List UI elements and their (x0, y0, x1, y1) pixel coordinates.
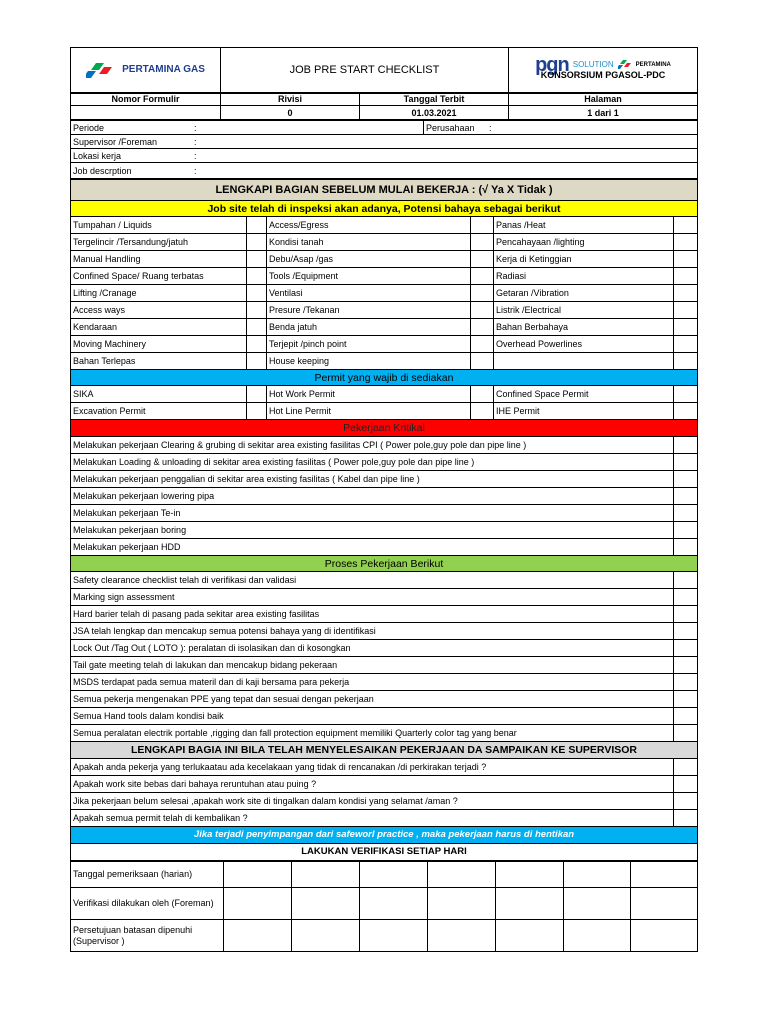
completion-row-check-box[interactable] (674, 810, 698, 827)
process-row-check-box[interactable] (674, 708, 698, 725)
process-row-label: Semua peralatan electrik portable ,rigging dan fall protection equipment memiliki Quarterly color tag yang benar (71, 725, 674, 742)
hazard-label: Kendaraan (71, 319, 247, 336)
hazard-row (71, 336, 698, 353)
process-row (71, 640, 698, 657)
pgn-solution-text: SOLUTION (572, 60, 614, 69)
hazard-row (71, 217, 698, 234)
periode-label (71, 121, 199, 135)
hazard-label: Access/Egress (267, 217, 471, 234)
perusahaan-label-text: Perusahaan (426, 122, 475, 133)
critical-row-label: Melakukan pekerjaan penggalian di sekitar area existing fasilitas ( Kabel dan pipe line ) (71, 471, 674, 488)
meta-header-nomor: Nomor Formulir (71, 94, 221, 106)
warning-band: Jika terjadi penyimpangan dari safeworl practice , maka pekerjaan harus di hentikan (71, 827, 698, 844)
lokasi-colon: : (193, 150, 197, 161)
hazard-label: House keeping (267, 353, 471, 370)
hazard-check-box[interactable] (471, 285, 494, 302)
process-row (71, 674, 698, 691)
meta-value-revisi: 0 (221, 106, 360, 120)
hazard-check-box[interactable] (247, 285, 267, 302)
completion-row-label: Apakah semua permit telah di kembalikan ? (71, 810, 674, 827)
hazard-label: Radiasi (494, 268, 674, 285)
process-row-label: Hard barier telah di pasang pada sekitar area existing fasilitas (71, 606, 674, 623)
completion-section-title: LENGKAPI BAGIA INI BILA TELAH MENYELESAIKAN PEKERJAAN DA SAMPAIKAN KE SUPERVISOR (71, 742, 698, 759)
verification-day-cell[interactable] (292, 862, 360, 888)
critical-row-check-box[interactable] (674, 488, 698, 505)
process-row-label: JSA telah lengkap dan mencakup semua potensi bahaya yang di identifikasi (71, 623, 674, 640)
hazard-check-box[interactable] (674, 336, 698, 353)
verification-day-cell[interactable] (224, 920, 292, 952)
verification-day-cell[interactable] (631, 920, 698, 952)
verification-day-cell[interactable] (292, 888, 360, 920)
permit-row (71, 386, 698, 403)
permit-label: Excavation Permit (71, 403, 247, 420)
hazard-label: Debu/Asap /gas (267, 251, 471, 268)
job-colon: : (193, 165, 197, 176)
permit-label: IHE Permit (494, 403, 674, 420)
hazard-check-box[interactable] (247, 319, 267, 336)
completion-row-check-box[interactable] (674, 776, 698, 793)
verification-day-cell[interactable] (564, 920, 631, 952)
completion-row-label: Jika pekerjaan belum selesai ,apakah work site di tingalkan dalam kondisi yang selamat /aman ? (71, 793, 674, 810)
instruction-band: LENGKAPI BAGIAN SEBELUM MULAI BEKERJA : (√ Ya X Tidak ) (71, 180, 698, 201)
hazard-check-box[interactable] (674, 285, 698, 302)
permit-check-box[interactable] (471, 403, 494, 420)
hazard-label: Bahan Terlepas (71, 353, 247, 370)
hazard-row (71, 268, 698, 285)
process-row-label: Marking sign assessment (71, 589, 674, 606)
verification-day-cell[interactable] (496, 920, 564, 952)
meta-value-nomor[interactable] (71, 106, 221, 120)
process-row-check-box[interactable] (674, 725, 698, 742)
pertamina-logo-icon (86, 61, 116, 79)
hazard-check-box[interactable] (674, 251, 698, 268)
meta-header-halaman: Halaman (509, 94, 698, 106)
critical-row (71, 454, 698, 471)
meta-value-halaman: 1 dari 1 (509, 106, 698, 120)
supervisor-label (71, 135, 199, 149)
verification-day-cell[interactable] (496, 888, 564, 920)
hazard-check-box[interactable] (471, 234, 494, 251)
hazard-label: Terjepit /pinch point (267, 336, 471, 353)
job-label-text: Job descrption (73, 165, 132, 176)
verification-day-cell[interactable] (631, 888, 698, 920)
process-row-check-box[interactable] (674, 640, 698, 657)
critical-section-title: Pekerjaan Kritikal (71, 420, 698, 437)
job-label (71, 163, 199, 179)
process-row-label: Tail gate meeting telah di lakukan dan mencakup bidang pekeraan (71, 657, 674, 674)
process-row-label: Safety clearance checklist telah di verifikasi dan validasi (71, 572, 674, 589)
critical-row-check-box[interactable] (674, 454, 698, 471)
hazard-check-box[interactable] (247, 336, 267, 353)
hazard-label: Tools /Equipment (267, 268, 471, 285)
verification-day-cell[interactable] (631, 862, 698, 888)
header-table (70, 47, 698, 93)
verification-day-cell[interactable] (360, 862, 428, 888)
hazard-label: Overhead Powerlines (494, 336, 674, 353)
verification-day-cell[interactable] (224, 862, 292, 888)
hazard-row (71, 234, 698, 251)
process-row (71, 708, 698, 725)
process-row-check-box[interactable] (674, 606, 698, 623)
critical-row (71, 505, 698, 522)
hazard-check-box[interactable] (471, 302, 494, 319)
hazard-row (71, 251, 698, 268)
critical-row-check-box[interactable] (674, 437, 698, 454)
hazard-row (71, 302, 698, 319)
hazard-label (494, 353, 674, 370)
process-row (71, 572, 698, 589)
hazard-check-box[interactable] (471, 217, 494, 234)
supervisor-colon: : (193, 136, 197, 147)
periode-field[interactable] (199, 121, 424, 135)
periode-colon: : (193, 122, 197, 133)
periode-label-text: Periode (73, 122, 105, 133)
process-section-title: Proses Pekerjaan Berikut (71, 556, 698, 572)
hazard-check-box[interactable] (247, 217, 267, 234)
permit-check-box[interactable] (674, 403, 698, 420)
hazard-label: Lifting /Cranage (71, 285, 247, 302)
critical-row (71, 471, 698, 488)
hazard-label: Access ways (71, 302, 247, 319)
supervisor-field[interactable] (199, 135, 698, 149)
process-row-label: Semua pekerja mengenakan PPE yang tepat dan sesuai dengan pekerjaan (71, 691, 674, 708)
permit-row (71, 403, 698, 420)
hazard-check-box[interactable] (471, 251, 494, 268)
process-row-check-box[interactable] (674, 691, 698, 708)
completion-row-label: Apakah anda pekerja yang terlukaatau ada kecelakaan yang tidak di rencanakan /di perkirakan terjadi ? (71, 759, 674, 776)
critical-row-label: Melakukan pekerjaan boring (71, 522, 674, 539)
hazard-check-box[interactable] (471, 353, 494, 370)
hazard-check-box[interactable] (674, 353, 698, 370)
hazard-check-box[interactable] (471, 268, 494, 285)
completion-row (71, 759, 698, 776)
hazard-row (71, 319, 698, 336)
verification-label: Tanggal pemeriksaan (harian) (71, 862, 224, 888)
permit-label: SIKA (71, 386, 247, 403)
verification-label: Verifikasi dilakukan oleh (Foreman) (71, 888, 224, 920)
hazard-section-title: Job site telah di inspeksi akan adanya, Potensi bahaya sebagai berikut (71, 201, 698, 217)
hazard-check-box[interactable] (247, 251, 267, 268)
lokasi-label-text: Lokasi kerja (73, 150, 122, 161)
verification-day-cell[interactable] (224, 888, 292, 920)
verification-day-cell[interactable] (428, 862, 496, 888)
critical-row-check-box[interactable] (674, 522, 698, 539)
process-row-label: Lock Out /Tag Out ( LOTO ): peralatan di isolasikan dan di kosongkan (71, 640, 674, 657)
process-row (71, 623, 698, 640)
hazard-check-box[interactable] (674, 268, 698, 285)
hazard-label: Listrik /Electrical (494, 302, 674, 319)
process-row-check-box[interactable] (674, 589, 698, 606)
permit-check-box[interactable] (247, 386, 267, 403)
hazard-label: Presure /Tekanan (267, 302, 471, 319)
lokasi-label (71, 149, 199, 163)
pertamina-small-logo-icon (618, 60, 632, 70)
hazard-check-box[interactable] (674, 234, 698, 251)
process-row-check-box[interactable] (674, 572, 698, 589)
critical-row-label: Melakukan pekerjaan HDD (71, 539, 674, 556)
permit-check-box[interactable] (247, 403, 267, 420)
konsorsium-text: KONSORSIUM PGASOL-PDC (540, 70, 666, 80)
hazard-label: Getaran /Vibration (494, 285, 674, 302)
pgn-logo-text: pgn (535, 54, 569, 76)
permit-label: Hot Line Permit (267, 403, 471, 420)
verification-table (70, 861, 698, 952)
hazard-label: Pencahayaan /lighting (494, 234, 674, 251)
hazard-check-box[interactable] (674, 217, 698, 234)
process-row-check-box[interactable] (674, 657, 698, 674)
critical-row (71, 488, 698, 505)
hazard-label: Kondisi tanah (267, 234, 471, 251)
hazard-row (71, 353, 698, 370)
verification-day-cell[interactable] (428, 920, 496, 952)
verification-day-cell[interactable] (360, 920, 428, 952)
meta-table (70, 93, 698, 120)
completion-row (71, 776, 698, 793)
completion-row-label: Apakah work site bebas dari bahaya reruntuhan atau puing ? (71, 776, 674, 793)
process-row-check-box[interactable] (674, 623, 698, 640)
verification-day-cell[interactable] (564, 888, 631, 920)
process-row-check-box[interactable] (674, 674, 698, 691)
hazard-check-box[interactable] (471, 319, 494, 336)
verification-day-cell[interactable] (360, 888, 428, 920)
hazard-label: Benda jatuh (267, 319, 471, 336)
critical-row (71, 539, 698, 556)
verification-row (71, 888, 698, 920)
completion-row (71, 793, 698, 810)
process-row (71, 725, 698, 742)
hazard-label: Tumpahan / Liquids (71, 217, 247, 234)
verification-day-cell[interactable] (496, 862, 564, 888)
meta-header-revisi: Rivisi (221, 94, 360, 106)
perusahaan-field[interactable] (494, 121, 698, 135)
verification-row (71, 862, 698, 888)
permit-check-box[interactable] (674, 386, 698, 403)
critical-row-label: Melakukan pekerjaan Te-in (71, 505, 674, 522)
hazard-check-box[interactable] (247, 268, 267, 285)
process-row (71, 691, 698, 708)
checklist-sheet (70, 47, 697, 952)
critical-row-label: Melakukan Loading & unloading di sekitar area existing fasilitas ( Power pole,guy pole dan pipe line ) (71, 454, 674, 471)
critical-row-label: Melakukan pekerjaan Clearing & grubing di sekitar area existing fasilitas CPI ( Power pole,guy pole dan pipe line ) (71, 437, 674, 454)
verification-day-cell[interactable] (428, 888, 496, 920)
pgn-logo (509, 48, 698, 93)
process-row (71, 589, 698, 606)
hazard-label: Tergelincir /Tersandung/jatuh (71, 234, 247, 251)
pertamina-gas-logo-text: PERTAMINA GAS (122, 64, 205, 75)
hazard-check-box[interactable] (247, 234, 267, 251)
hazard-check-box[interactable] (247, 353, 267, 370)
pertamina-gas-logo (71, 48, 221, 93)
critical-row-check-box[interactable] (674, 539, 698, 556)
verification-day-cell[interactable] (292, 920, 360, 952)
perusahaan-colon: : (488, 122, 492, 133)
process-row (71, 657, 698, 674)
permit-check-box[interactable] (471, 386, 494, 403)
job-field[interactable] (199, 163, 698, 179)
process-row-label: Semua Hand tools dalam kondisi baik (71, 708, 674, 725)
critical-row-check-box[interactable] (674, 505, 698, 522)
critical-row-label: Melakukan pekerjaan lowering pipa (71, 488, 674, 505)
lokasi-field[interactable] (199, 149, 698, 163)
verification-row (71, 920, 698, 952)
checklist-table (70, 179, 698, 861)
hazard-label: Moving Machinery (71, 336, 247, 353)
hazard-label: Manual Handling (71, 251, 247, 268)
perusahaan-label (424, 121, 494, 135)
hazard-label: Panas /Heat (494, 217, 674, 234)
critical-row (71, 522, 698, 539)
completion-row-check-box[interactable] (674, 793, 698, 810)
permit-label: Confined Space Permit (494, 386, 674, 403)
verification-title: LAKUKAN VERIFIKASI SETIAP HARI (71, 844, 698, 861)
hazard-label: Bahan Berbahaya (494, 319, 674, 336)
hazard-check-box[interactable] (674, 319, 698, 336)
hazard-label: Confined Space/ Ruang terbatas (71, 268, 247, 285)
hazard-check-box[interactable] (674, 302, 698, 319)
process-row (71, 606, 698, 623)
completion-row-check-box[interactable] (674, 759, 698, 776)
completion-row (71, 810, 698, 827)
hazard-row (71, 285, 698, 302)
critical-row-check-box[interactable] (674, 471, 698, 488)
permit-section-title: Permit yang wajib di sediakan (71, 370, 698, 386)
supervisor-label-text: Supervisor /Foreman (73, 136, 158, 147)
verification-day-cell[interactable] (564, 862, 631, 888)
process-row-label: MSDS terdapat pada semua materil dan di kaji bersama para pekerja (71, 674, 674, 691)
meta-header-tanggal: Tanggal Terbit (360, 94, 509, 106)
hazard-check-box[interactable] (471, 336, 494, 353)
hazard-label: Ventilasi (267, 285, 471, 302)
permit-label: Hot Work Permit (267, 386, 471, 403)
pertamina-small-text: PERTAMINA (635, 62, 671, 68)
hazard-label: Kerja di Ketinggian (494, 251, 674, 268)
info-table (70, 120, 698, 179)
verification-label: Persetujuan batasan dipenuhi (Supervisor ) (71, 920, 224, 952)
critical-row (71, 437, 698, 454)
hazard-check-box[interactable] (247, 302, 267, 319)
meta-value-tanggal: 01.03.2021 (360, 106, 509, 120)
form-title: JOB PRE START CHECKLIST (221, 48, 509, 93)
